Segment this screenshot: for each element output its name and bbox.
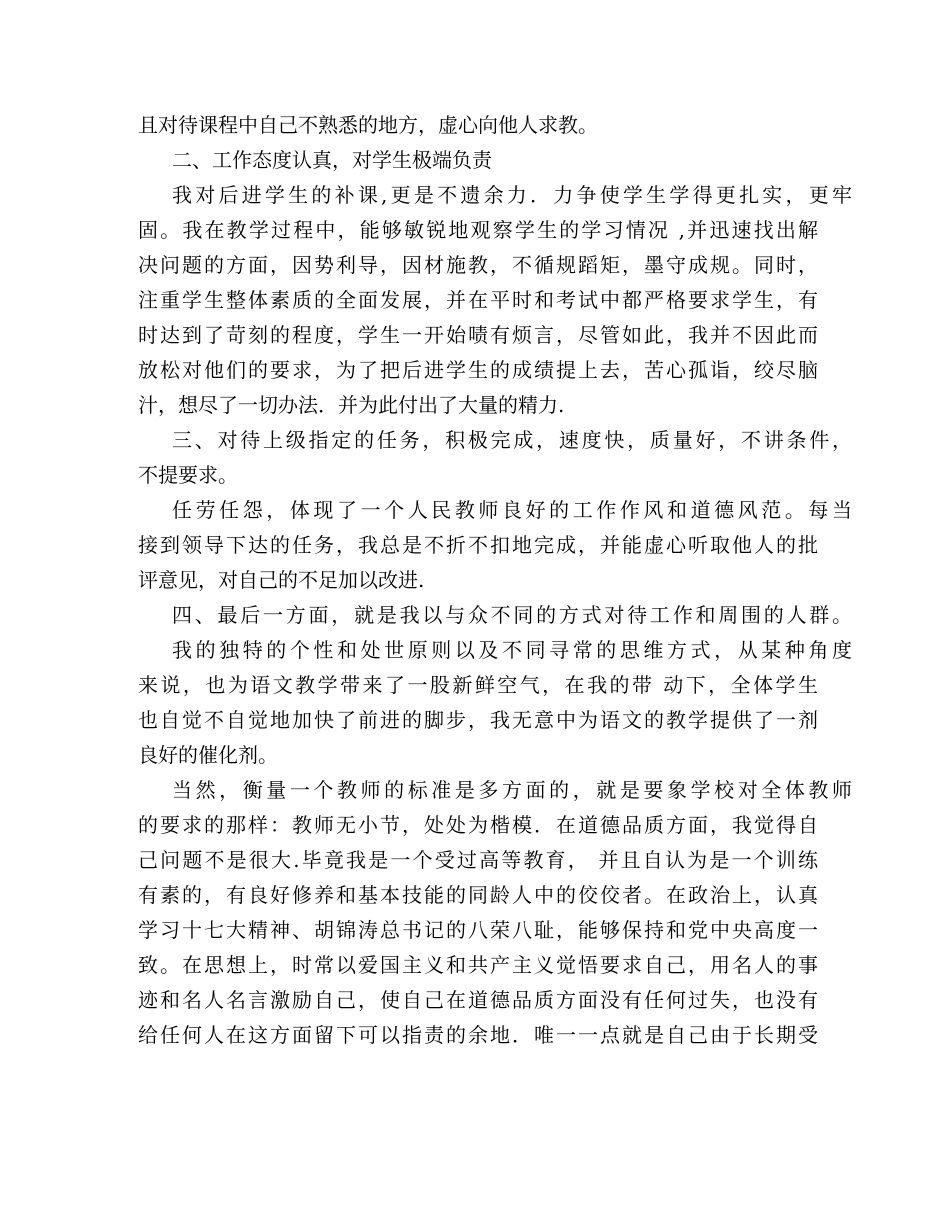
text-line: 放松对他们的要求，为了把后进学生的成绩提上去，苦心孤诣，绞尽脑 (138, 358, 818, 382)
document-page (138, 108, 852, 1053)
text-line: 我的独特的个性和处世原则以及不同寻常的思维方式，从某种角度 (172, 638, 852, 662)
text-line: 决问题的方面，因势利导，因材施教，不循规蹈矩，墨守成规。同时， (138, 253, 818, 277)
text-line: 来说，也为语文教学带来了一股新鲜空气，在我的带 动下，全体学生 (138, 673, 818, 697)
text-line: 评意见，对自己的不足加以改进. (138, 568, 425, 592)
text-line: 当然，衡量一个教师的标准是多方面的，就是要象学校对全体教师 (172, 778, 852, 802)
text-line: 汁，想尽了一切办法．并为此付出了大量的精力. (138, 393, 565, 417)
text-line: 时达到了苛刻的程度，学生一开始啧有烦言，尽管如此，我并不因此而 (138, 323, 818, 347)
text-line: 迹和名人名言激励自己，使自己在道德品质方面没有任何过失，也没有 (138, 988, 818, 1012)
text-line: 致。在思想上，时常以爱国主义和共产主义觉悟要求自己，用名人的事 (138, 953, 818, 977)
text-line: 我对后进学生的补课,更是不遗余力．力争使学生学得更扎实，更牢 (172, 183, 852, 207)
text-line: 任劳任怨，体现了一个人民教师良好的工作作风和道德风范。每当 (172, 498, 852, 522)
text-line: 良好的催化剂。 (138, 743, 278, 767)
section-heading: 三、对待上级指定的任务，积极完成，速度快，质量好，不讲条件， (172, 428, 852, 452)
text-line: 注重学生整体素质的全面发展，并在平时和考试中都严格要求学生，有 (138, 288, 818, 312)
text-line: 不提要求。 (138, 463, 238, 487)
text-line: 学习十七大精神、胡锦涛总书记的八荣八耻，能够保持和党中央高度一 (138, 918, 818, 942)
text-line: 固。我在教学过程中，能够敏锐地观察学生的学习情况 ,并迅速找出解 (138, 218, 818, 242)
section-heading: 四、最后一方面，就是我以与众不同的方式对待工作和周围的人群。 (172, 603, 852, 627)
text-line: 接到领导下达的任务，我总是不折不扣地完成，并能虚心听取他人的批 (138, 533, 818, 557)
text-line: 且对待课程中自己不熟悉的地方，虚心向他人求教。 (138, 113, 598, 137)
text-line: 也自觉不自觉地加快了前进的脚步，我无意中为语文的教学提供了一剂 (138, 708, 818, 732)
text-line: 有素的，有良好修养和基本技能的同龄人中的佼佼者。在政治上，认真 (138, 883, 818, 907)
section-heading: 二、工作态度认真，对学生极端负责 (172, 148, 492, 172)
text-line: 己问题不是很大.毕竟我是一个受过高等教育， 并且自认为是一个训练 (138, 848, 818, 872)
text-line: 给任何人在这方面留下可以指责的余地．唯一一点就是自己由于长期受 (138, 1023, 818, 1047)
text-line: 的要求的那样：教师无小节，处处为楷模．在道德品质方面，我觉得自 (138, 813, 818, 837)
